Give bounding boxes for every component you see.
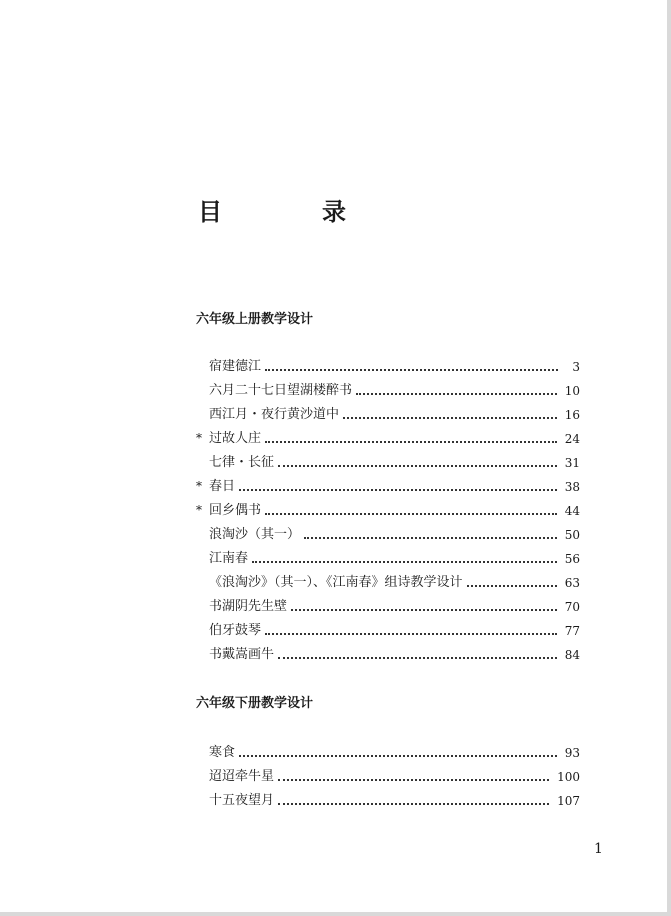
toc-entry[interactable] xyxy=(196,786,580,810)
dot-leader xyxy=(304,537,557,539)
optional-marker: * xyxy=(196,431,202,445)
toc-entry[interactable] xyxy=(196,448,580,472)
page-edge-right xyxy=(667,0,671,916)
toc-entry-page: 50 xyxy=(564,528,580,542)
page-title: 目 录 xyxy=(198,197,384,226)
toc-entry-title: 书湖阴先生壁 xyxy=(209,599,288,614)
toc-entry[interactable] xyxy=(196,568,580,592)
toc-entry-title: 浪淘沙（其一） xyxy=(209,527,301,542)
dot-leader xyxy=(265,369,558,371)
dot-leader xyxy=(291,609,557,611)
toc-list-grade6-upper xyxy=(196,352,580,664)
toc-entry[interactable] xyxy=(196,352,580,376)
toc-entry-page: 31 xyxy=(564,456,580,470)
toc-entry-page: 100 xyxy=(557,770,580,784)
toc-entry-title: 寒食 xyxy=(209,745,236,760)
toc-entry[interactable] xyxy=(196,472,580,496)
dot-leader xyxy=(467,585,557,587)
page-edge-bottom xyxy=(0,912,671,916)
toc-entry-title: 《浪淘沙》（其一）、《江南春》组诗教学设计 xyxy=(209,575,463,590)
toc-entry[interactable] xyxy=(196,424,580,448)
optional-marker: * xyxy=(196,479,202,493)
toc-entry-title: 过故人庄 xyxy=(209,431,262,446)
toc-entry[interactable] xyxy=(196,592,580,616)
dot-leader xyxy=(265,513,557,515)
page-number: 1 xyxy=(594,841,603,857)
toc-entry-title: 西江月・夜行黄沙道中 xyxy=(209,407,340,422)
toc-entry-title: 书戴嵩画牛 xyxy=(209,647,275,662)
toc-entry-title: 伯牙鼓琴 xyxy=(209,623,262,638)
toc-entry-page: 93 xyxy=(564,746,580,760)
toc-entry-page: 38 xyxy=(564,480,580,494)
toc-entry[interactable] xyxy=(196,400,580,424)
dot-leader xyxy=(356,393,557,395)
toc-entry-page: 56 xyxy=(564,552,580,566)
toc-entry[interactable] xyxy=(196,496,580,520)
toc-entry[interactable] xyxy=(196,762,580,786)
toc-list-grade6-lower xyxy=(196,738,580,810)
dot-leader xyxy=(278,779,549,781)
dot-leader xyxy=(278,657,557,659)
dot-leader xyxy=(265,441,557,443)
toc-entry-title: 迢迢牵牛星 xyxy=(209,769,275,784)
dot-leader xyxy=(239,755,557,757)
toc-entry-page: 3 xyxy=(572,360,580,374)
toc-entry-title: 春日 xyxy=(209,479,236,494)
toc-entry-page: 24 xyxy=(564,432,580,446)
toc-entry[interactable] xyxy=(196,616,580,640)
toc-entry-title: 回乡偶书 xyxy=(209,503,262,518)
dot-leader xyxy=(265,633,557,635)
dot-leader xyxy=(252,561,557,563)
toc-entry-page: 70 xyxy=(564,600,580,614)
toc-entry-title: 宿建德江 xyxy=(209,359,262,374)
toc-entry-page: 77 xyxy=(564,624,580,638)
toc-entry-page: 84 xyxy=(564,648,580,662)
dot-leader xyxy=(239,489,557,491)
toc-entry[interactable] xyxy=(196,544,580,568)
section-heading-grade6-upper: 六年级上册教学设计 xyxy=(196,312,314,327)
toc-entry-title: 六月二十七日望湖楼醉书 xyxy=(209,383,353,398)
toc-entry[interactable] xyxy=(196,376,580,400)
toc-entry-title: 十五夜望月 xyxy=(209,793,275,808)
toc-entry-page: 63 xyxy=(564,576,580,590)
toc-entry[interactable] xyxy=(196,520,580,544)
dot-leader xyxy=(278,465,557,467)
dot-leader xyxy=(343,417,557,419)
toc-entry-page: 44 xyxy=(564,504,580,518)
dot-leader xyxy=(278,803,549,805)
toc-entry-title: 江南春 xyxy=(209,551,249,566)
toc-entry[interactable] xyxy=(196,738,580,762)
toc-entry-page: 107 xyxy=(557,794,580,808)
section-heading-grade6-lower: 六年级下册教学设计 xyxy=(196,696,314,711)
optional-marker: * xyxy=(196,503,202,517)
toc-entry-page: 16 xyxy=(564,408,580,422)
toc-entry-page: 10 xyxy=(564,384,580,398)
toc-entry[interactable] xyxy=(196,640,580,664)
toc-entry-title: 七律・长征 xyxy=(209,455,275,470)
